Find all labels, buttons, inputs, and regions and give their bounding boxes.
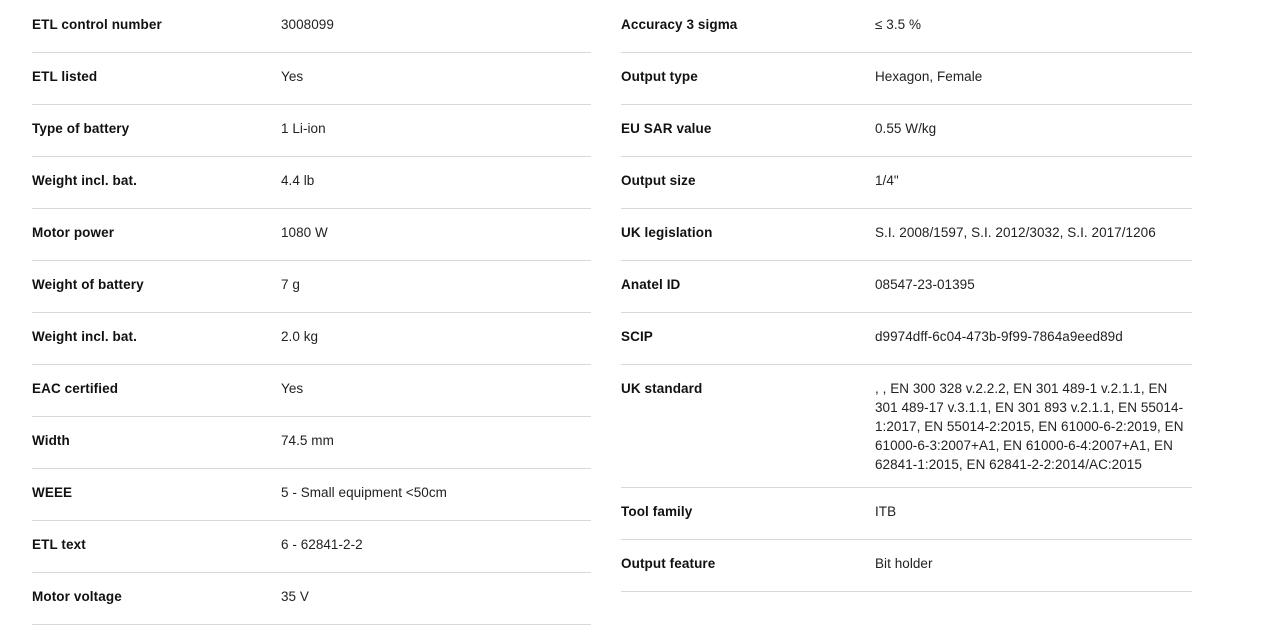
spec-value: 74.5 mm [281,433,334,448]
spec-value: 1/4" [875,173,899,188]
spec-row [32,261,591,313]
spec-label: ETL listed [32,69,98,84]
spec-value: 6 - 62841-2-2 [281,537,363,552]
spec-row [621,0,1192,53]
spec-label: Width [32,433,70,448]
spec-label: Tool family [621,504,693,519]
spec-value: 0.55 W/kg [875,121,937,136]
spec-value: Bit holder [875,556,933,571]
spec-row [32,105,591,157]
spec-value: 1 Li-ion [281,121,326,136]
spec-row [621,209,1192,261]
spec-label: Output size [621,173,696,188]
spec-value: 2.0 kg [281,329,319,344]
spec-label: UK standard [621,381,703,396]
spec-row [32,313,591,365]
spec-row [621,105,1192,157]
spec-label: EAC certified [32,381,119,396]
spec-value: Yes [281,381,304,396]
spec-value: S.I. 2008/1597, S.I. 2012/3032, S.I. 2017/1206 [875,225,1156,240]
spec-label: Output type [621,69,698,84]
spec-label: UK legislation [621,225,713,240]
spec-label: Accuracy 3 sigma [621,17,738,32]
spec-label: Weight incl. bat. [32,329,137,344]
spec-row [32,209,591,261]
spec-value: ≤ 3.5 % [875,17,922,32]
spec-label: EU SAR value [621,121,712,136]
spec-label: ETL control number [32,17,162,32]
specifications-column-left [0,0,601,625]
spec-row [32,157,591,209]
spec-value: 3008099 [281,17,334,32]
spec-value: Yes [281,69,304,84]
spec-label: ETL text [32,537,86,552]
spec-row [621,365,1192,488]
spec-label: WEEE [32,485,73,500]
spec-label: Output feature [621,556,716,571]
spec-row [621,488,1192,540]
spec-row [621,313,1192,365]
spec-row [32,469,591,521]
spec-value: Hexagon, Female [875,69,983,84]
spec-row [32,0,591,53]
spec-label: Motor voltage [32,589,122,604]
spec-label: Weight of battery [32,277,144,292]
spec-label: SCIP [621,329,653,344]
spec-row [32,521,591,573]
spec-row [621,261,1192,313]
spec-label: Anatel ID [621,277,681,292]
spec-value: d9974dff-6c04-473b-9f99-7864a9eed89d [875,329,1123,344]
spec-row [621,540,1192,592]
spec-value: 4.4 lb [281,173,315,188]
spec-label: Motor power [32,225,115,240]
spec-value: 08547-23-01395 [875,277,975,292]
spec-row [32,53,591,105]
spec-value: ITB [875,504,897,519]
spec-value: 5 - Small equipment <50cm [281,485,447,500]
spec-value: , , EN 300 328 v.2.2.2, EN 301 489-1 v.2.1.1, EN 301 489-17 v.3.1.1, EN 301 893 v.2.1.1, EN 55014-1:2017, EN 55014-2:2015, EN 61000-6-2:2019, EN 61000-6-3:2007+A1, EN 61000-6-4:2007+A1, EN 62841-1:2015, EN 62841-2-2:2014/AC:2015 [875,381,1184,472]
spec-row [32,365,591,417]
spec-row [621,53,1192,105]
spec-value: 1080 W [281,225,328,240]
spec-row [621,157,1192,209]
spec-value: 35 V [281,589,309,604]
spec-row [32,417,591,469]
spec-value: 7 g [281,277,300,292]
specifications-column-right [621,0,1192,592]
spec-row [32,573,591,625]
spec-label: Weight incl. bat. [32,173,137,188]
spec-label: Type of battery [32,121,130,136]
